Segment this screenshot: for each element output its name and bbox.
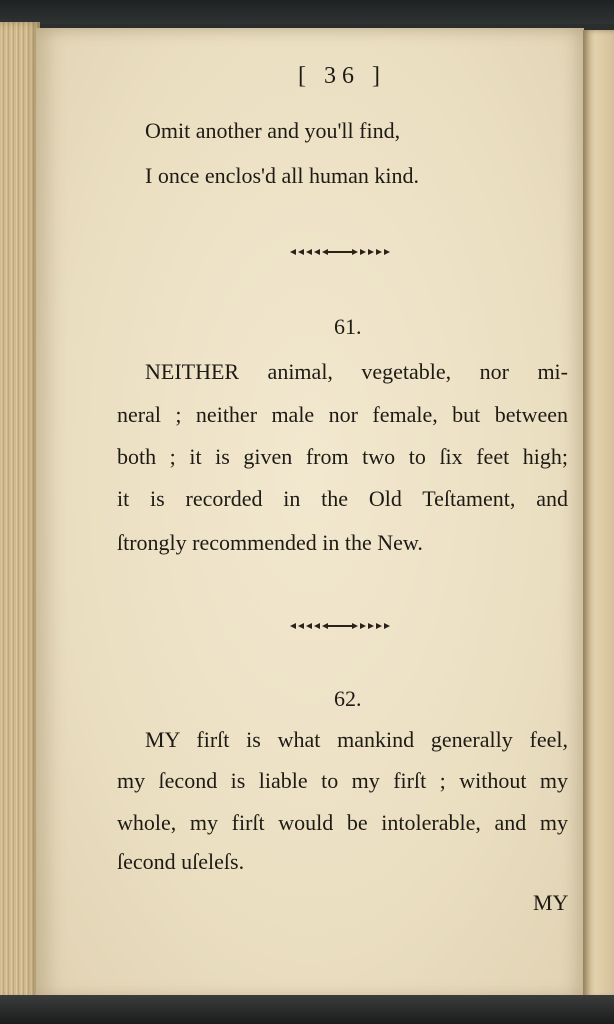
riddle-line: both ; it is given from two to ſix feet high; xyxy=(117,444,568,469)
riddle-number: 61. xyxy=(334,314,362,339)
riddle-line: NEITHER animal, vegetable, nor mi- xyxy=(145,359,568,384)
book-cover-top xyxy=(0,0,614,24)
facing-page-edge xyxy=(583,30,614,998)
book-cover-bottom xyxy=(0,995,614,1024)
riddle-line: my ſecond is liable to my firſt ; without my xyxy=(117,768,568,793)
page-edges xyxy=(0,22,40,1000)
page-number: [ 36 ] xyxy=(298,63,386,89)
riddle-number: 62. xyxy=(334,686,362,711)
verse-line-1: Omit another and you'll find, xyxy=(145,118,401,143)
riddle-line: ſtrongly recommended in the New. xyxy=(117,530,423,555)
riddle-line: whole, my firſt would be intolerable, and my xyxy=(117,810,568,835)
ornamental-divider-icon xyxy=(288,621,392,631)
verse-line-2: I once enclos'd all human kind. xyxy=(145,163,420,188)
riddle-line: neral ; neither male nor female, but between xyxy=(117,402,568,427)
riddle-line: MY firſt is what mankind generally feel, xyxy=(145,727,568,752)
ornamental-divider-icon xyxy=(288,247,392,257)
riddle-line: ſecond uſeleſs. xyxy=(117,849,245,874)
catchword: MY xyxy=(533,890,569,915)
riddle-line: it is recorded in the Old Teſtament, and xyxy=(117,486,568,511)
